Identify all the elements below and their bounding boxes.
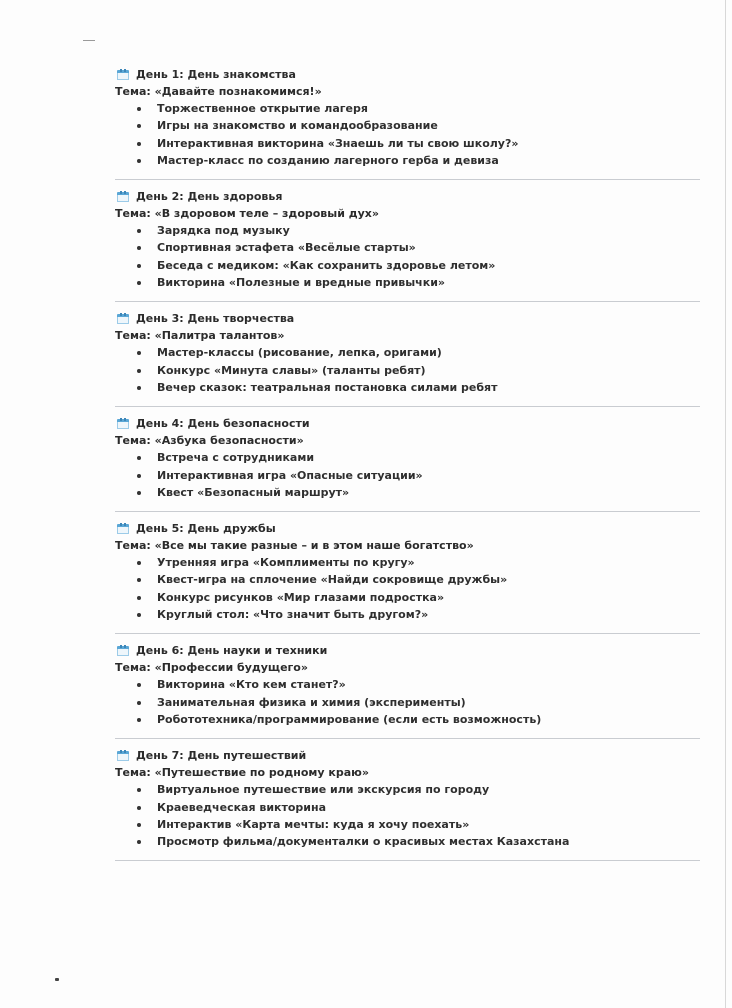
activity-item: Мастер-классы (рисование, лепка, оригами)	[115, 344, 700, 361]
activity-item: Просмотр фильма/документалки о красивых местах Казахстана	[115, 833, 700, 850]
activity-item: Беседа с медиком: «Как сохранить здоровье летом»	[115, 257, 700, 274]
activity-list	[115, 554, 700, 623]
activity-item: Квест «Безопасный маршрут»	[115, 484, 700, 501]
day-title-text: День 2: День здоровья	[136, 190, 283, 204]
scan-mark	[83, 40, 95, 41]
day-theme: Тема: «Путешествие по родному краю»	[115, 766, 369, 780]
calendar-icon	[117, 191, 129, 202]
activity-item: Занимательная физика и химия (эксперименты)	[115, 694, 700, 711]
schedule-content	[115, 63, 700, 869]
section-divider	[115, 738, 700, 739]
day-title-text: День 3: День творчества	[136, 312, 295, 326]
activity-list	[115, 449, 700, 501]
day-title-text: День 6: День науки и техники	[136, 644, 328, 658]
day-title-text: День 1: День знакомства	[136, 68, 296, 81]
activity-item: Виртуальное путешествие или экскурсия по городу	[115, 781, 700, 798]
activity-item: Интерактивная игра «Опасные ситуации»	[115, 467, 700, 484]
day-title-text: День 4: День безопасности	[136, 417, 310, 431]
day-section	[115, 520, 700, 634]
day-theme: Тема: «Палитра талантов»	[115, 329, 285, 343]
activity-item: Мастер-класс по созданию лагерного герба и девиза	[115, 152, 700, 169]
activity-item: Вечер сказок: театральная постановка силами ребят	[115, 379, 700, 396]
day-section	[115, 747, 700, 861]
calendar-icon	[117, 313, 129, 324]
day-section	[115, 310, 700, 407]
activity-list	[115, 222, 700, 291]
calendar-icon	[117, 69, 129, 80]
section-divider	[115, 633, 700, 634]
day-section	[115, 66, 700, 180]
activity-list	[115, 100, 700, 169]
activity-item: Квест-игра на сплочение «Найди сокровище дружбы»	[115, 571, 700, 588]
section-divider	[115, 179, 700, 180]
day-section	[115, 188, 700, 302]
day-title	[115, 415, 700, 432]
scan-dot	[55, 978, 59, 981]
day-title	[115, 642, 700, 659]
activity-list	[115, 344, 700, 396]
day-title	[115, 520, 700, 537]
activity-item: Робототехника/программирование (если есть возможность)	[115, 711, 700, 728]
day-title	[115, 66, 700, 83]
day-title	[115, 747, 700, 764]
activity-item: Спортивная эстафета «Весёлые старты»	[115, 239, 700, 256]
activity-item: Круглый стол: «Что значит быть другом?»	[115, 606, 700, 623]
day-title-text: День 5: День дружбы	[136, 522, 276, 536]
activity-item: Викторина «Полезные и вредные привычки»	[115, 274, 700, 291]
scan-edge-line	[725, 0, 726, 1008]
activity-item: Викторина «Кто кем станет?»	[115, 676, 700, 693]
activity-item: Игры на знакомство и командообразование	[115, 117, 700, 134]
activity-item: Интерактивная викторина «Знаешь ли ты свою школу?»	[115, 135, 700, 152]
day-section	[115, 642, 700, 739]
day-theme: Тема: «Все мы такие разные – и в этом наше богатство»	[115, 539, 474, 553]
section-divider	[115, 860, 700, 861]
day-theme: Тема: «В здоровом теле – здоровый дух»	[115, 207, 380, 221]
activity-list	[115, 781, 700, 850]
section-divider	[115, 511, 700, 512]
day-title	[115, 188, 700, 205]
section-divider	[115, 406, 700, 407]
activity-list	[115, 676, 700, 728]
activity-item: Зарядка под музыку	[115, 222, 700, 239]
activity-item: Утренняя игра «Комплименты по кругу»	[115, 554, 700, 571]
activity-item: Встреча с сотрудниками	[115, 449, 700, 466]
activity-item: Интерактив «Карта мечты: куда я хочу поехать»	[115, 816, 700, 833]
day-section	[115, 415, 700, 512]
section-divider	[115, 301, 700, 302]
day-theme: Тема: «Давайте познакомимся!»	[115, 85, 322, 98]
day-title-text: День 7: День путешествий	[136, 749, 307, 763]
calendar-icon	[117, 523, 129, 534]
activity-item: Краеведческая викторина	[115, 799, 700, 816]
day-title	[115, 310, 700, 327]
day-theme: Тема: «Профессии будущего»	[115, 661, 308, 675]
calendar-icon	[117, 645, 129, 656]
activity-item: Конкурс «Минута славы» (таланты ребят)	[115, 362, 700, 379]
activity-item: Торжественное открытие лагеря	[115, 100, 700, 117]
activity-item: Конкурс рисунков «Мир глазами подростка»	[115, 589, 700, 606]
calendar-icon	[117, 750, 129, 761]
day-theme: Тема: «Азбука безопасности»	[115, 434, 304, 448]
calendar-icon	[117, 418, 129, 429]
